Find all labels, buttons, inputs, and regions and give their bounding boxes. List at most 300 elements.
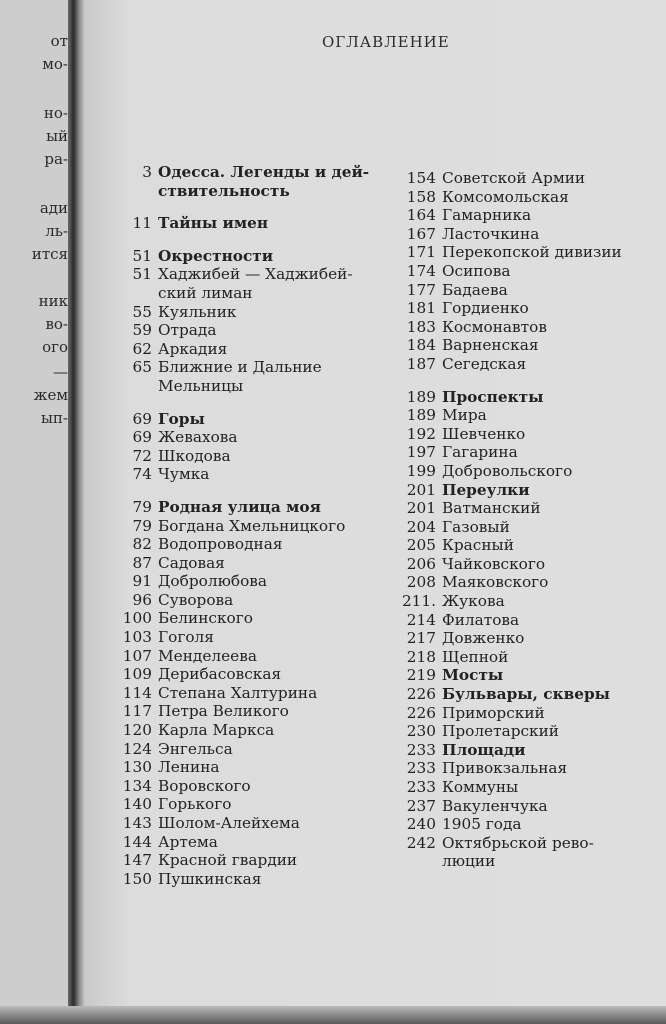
toc-entry-title-line: Менделеева	[158, 646, 257, 665]
toc-entry	[396, 611, 656, 630]
toc-entry-title	[442, 536, 656, 555]
toc-page-number: 181	[406, 299, 436, 318]
toc-entry-title-line: Садовая	[158, 553, 225, 572]
toc-entry	[396, 406, 656, 425]
toc-entry-title	[158, 447, 378, 466]
toc-entry-title-line: Аркадия	[158, 339, 228, 358]
toc-entry	[396, 243, 656, 262]
toc-entry-title-line: Гамарника	[442, 206, 532, 225]
toc-entry-title	[442, 388, 656, 407]
toc-entry	[396, 443, 656, 462]
toc-page-number: 233	[406, 759, 436, 778]
toc-entry-title-line: Артема	[158, 832, 218, 851]
toc-entry-title-line: Воровского	[158, 776, 251, 795]
toc-entry-title-line: Комсомольская	[442, 187, 569, 206]
left-page-text-fragment: жем	[33, 386, 68, 404]
toc-page-number: 197	[406, 443, 436, 462]
toc-entry	[396, 388, 656, 407]
toc-page-number: 117	[122, 702, 152, 721]
toc-entry-title-line: Советской Армии	[442, 169, 586, 187]
toc-entry-title	[442, 759, 656, 778]
toc-page-number: 72	[132, 446, 152, 465]
toc-page-number: 103	[122, 628, 152, 647]
toc-entry-title-line: Перекопской дивизии	[442, 243, 622, 262]
toc-column-right	[396, 169, 656, 871]
toc-entry-title-line: Жевахова	[158, 428, 238, 447]
toc-entry	[396, 318, 656, 337]
toc-entry-title-line: Щепной	[442, 647, 509, 666]
toc-page-number: 211.	[401, 592, 436, 611]
toc-entry-title-line: Варненская	[442, 336, 539, 355]
toc-entry-title-line: Площади	[442, 740, 526, 759]
toc-page-number: 189	[406, 406, 436, 425]
toc-entry-title-line: Чайковского	[442, 554, 546, 573]
toc-page-number: 124	[122, 739, 152, 758]
toc-page-number: 69	[132, 409, 152, 428]
toc-entry-title-line: Гордиенко	[442, 299, 529, 318]
toc-entry	[396, 336, 656, 355]
toc-entry	[396, 592, 656, 611]
toc-entry-title	[158, 428, 378, 447]
toc-entry	[108, 410, 378, 429]
left-page-text-fragment: от	[50, 32, 68, 50]
toc-page-number: 130	[122, 758, 152, 777]
toc-page-number: 230	[406, 722, 436, 741]
toc-page-number: 183	[406, 317, 436, 336]
left-page-text-fragment: ится	[31, 245, 68, 263]
toc-entry-title-line: ский лиман	[158, 283, 253, 302]
toc-page-number: 192	[406, 424, 436, 443]
left-page-text-fragment: ади	[39, 199, 68, 217]
toc-entry-title	[158, 572, 378, 591]
toc-entry-title-line: Белинского	[158, 609, 253, 628]
toc-entry-title	[158, 465, 378, 484]
toc-entry-title	[158, 740, 378, 759]
left-page-text-fragment: —	[53, 363, 68, 381]
toc-page-number: 204	[406, 517, 436, 536]
toc-entry-title-line: Жукова	[442, 592, 505, 611]
toc-entry-title-line: Шкодова	[158, 446, 231, 465]
toc-entry	[108, 321, 378, 340]
toc-entry-title	[442, 336, 656, 355]
toc-entry-title	[158, 684, 378, 703]
toc-page-number: 134	[122, 776, 152, 795]
toc-entry-title	[442, 299, 656, 318]
toc-entry	[108, 428, 378, 447]
toc-entry-title-line: Водопроводная	[158, 535, 283, 554]
toc-entry-title-line: Энгельса	[158, 739, 233, 758]
toc-entry	[108, 265, 378, 302]
toc-entry-title	[158, 609, 378, 628]
toc-entry-title	[158, 814, 378, 833]
toc-entry	[108, 758, 378, 777]
toc-column-left	[108, 163, 378, 888]
toc-entry	[396, 518, 656, 537]
toc-entry-title	[158, 163, 378, 200]
toc-entry-title-line: Одесса. Легенды и дей-	[158, 163, 370, 181]
toc-entry	[108, 795, 378, 814]
toc-entry-title	[158, 833, 378, 852]
toc-entry-title-line: Богдана Хмельницкого	[158, 516, 346, 535]
toc-entry	[108, 591, 378, 610]
toc-entry	[108, 665, 378, 684]
toc-entry-title	[442, 355, 656, 374]
toc-entry-title-line: Довженко	[442, 629, 525, 648]
toc-entry-title	[442, 243, 656, 262]
toc-entry	[396, 759, 656, 778]
toc-page-number: 55	[132, 302, 152, 321]
toc-entry	[108, 303, 378, 322]
toc-entry	[108, 702, 378, 721]
toc-entry-title	[442, 318, 656, 337]
toc-entry-title	[442, 188, 656, 207]
toc-entry-title-line: Октябрьской рево-	[442, 833, 594, 852]
toc-entry-title-line: Петра Великого	[158, 702, 289, 721]
toc-page-number: 82	[132, 535, 152, 554]
toc-entry-title	[158, 517, 378, 536]
toc-page-number: 154	[406, 169, 436, 187]
toc-page-number: 11	[132, 214, 152, 233]
toc-entry-title-line: Ласточкина	[442, 224, 540, 243]
toc-entry	[108, 247, 378, 266]
toc-entry-title	[442, 834, 656, 871]
toc-page-number: 144	[122, 832, 152, 851]
toc-entry	[396, 481, 656, 500]
toc-entry-title	[158, 795, 378, 814]
toc-entry-title-line: Суворова	[158, 590, 234, 609]
toc-entry-title-line: Сегедская	[442, 354, 527, 373]
toc-entry	[396, 536, 656, 555]
toc-entry-title	[158, 265, 378, 302]
toc-page-number: 158	[406, 187, 436, 206]
toc-entry	[396, 741, 656, 760]
toc-entry	[396, 648, 656, 667]
toc-page-number: 205	[406, 536, 436, 555]
toc-entry-title	[442, 815, 656, 834]
toc-entry-title-line: Бадаева	[442, 280, 508, 299]
toc-page-number: 140	[122, 795, 152, 814]
toc-entry	[396, 188, 656, 207]
toc-entry	[108, 214, 378, 233]
toc-page-number: 187	[406, 354, 436, 373]
toc-entry-title	[442, 778, 656, 797]
toc-entry	[396, 834, 656, 871]
toc-entry-title-line: Красной гвардии	[158, 851, 298, 870]
toc-entry-title-line: 1905 года	[442, 815, 522, 834]
toc-page-number: 3	[142, 163, 152, 181]
toc-page-number: 217	[406, 629, 436, 648]
toc-entry-title	[442, 518, 656, 537]
toc-entry-title-line: Газовый	[442, 517, 510, 536]
toc-entry-title-line: Пушкинская	[158, 869, 262, 888]
toc-entry	[108, 851, 378, 870]
toc-entry-title-line: ствительность	[158, 181, 290, 200]
toc-entry-title-line: Чумка	[158, 465, 210, 484]
toc-page-number: 65	[132, 358, 152, 377]
toc-entry-title	[158, 214, 378, 233]
toc-entry-title-line: Привокзальная	[442, 759, 568, 778]
toc-entry-title	[158, 721, 378, 740]
toc-entry	[108, 684, 378, 703]
toc-entry-title	[442, 499, 656, 518]
toc-page-number: 233	[406, 740, 436, 759]
toc-entry-title-line: Переулки	[442, 480, 530, 499]
toc-entry-title	[442, 722, 656, 741]
toc-entry	[108, 498, 378, 517]
toc-entry-title	[158, 410, 378, 429]
toc-entry	[108, 628, 378, 647]
toc-entry	[396, 262, 656, 281]
toc-entry	[108, 340, 378, 359]
left-page-text-fragment: ый	[46, 127, 68, 145]
toc-entry-title-line: Куяльник	[158, 302, 237, 321]
toc-entry-title	[442, 704, 656, 723]
toc-entry-title	[442, 462, 656, 481]
toc-page-number: 51	[132, 246, 152, 265]
toc-entry	[396, 169, 656, 188]
toc-entry-title-line: Хаджибей — Хаджибей-	[158, 265, 353, 284]
toc-entry-title-line: Пролетарский	[442, 722, 560, 741]
toc-entry-title	[158, 358, 378, 395]
toc-entry-title-line: Космонавтов	[442, 317, 547, 336]
toc-entry	[396, 299, 656, 318]
toc-entry	[396, 573, 656, 592]
toc-entry-title-line: Добровольского	[442, 461, 573, 480]
toc-entry	[396, 281, 656, 300]
toc-entry-title-line: Отрада	[158, 321, 217, 340]
toc-page-number: 109	[122, 665, 152, 684]
toc-page-number: 218	[406, 647, 436, 666]
toc-entry-title-line: Маяковского	[442, 573, 549, 592]
toc-entry-title-line: Дерибасовская	[158, 665, 282, 684]
toc-entry	[108, 647, 378, 666]
toc-entry-title-line: Карла Маркса	[158, 721, 275, 740]
toc-page-number: 174	[406, 261, 436, 280]
toc-entry-title-line: люции	[442, 852, 496, 871]
toc-entry-title	[442, 555, 656, 574]
toc-entry-title	[442, 225, 656, 244]
toc-entry-title-line: Горького	[158, 795, 232, 814]
toc-entry-title-line: Родная улица моя	[158, 497, 321, 516]
toc-entry-title	[158, 247, 378, 266]
toc-entry-title-line: Осипова	[442, 261, 511, 280]
toc-entry	[396, 815, 656, 834]
toc-entry-title	[158, 777, 378, 796]
toc-entry	[108, 609, 378, 628]
toc-entry-title	[158, 758, 378, 777]
page-bottom-shadow	[0, 1006, 666, 1024]
toc-entry-title-line: Шолом-Алейхема	[158, 814, 300, 832]
toc-entry-title	[158, 851, 378, 870]
toc-entry-title-line: Проспекты	[442, 387, 544, 406]
toc-entry-title-line: Красный	[442, 536, 514, 555]
toc-entry-title	[158, 665, 378, 684]
toc-entry	[396, 704, 656, 723]
toc-entry-title-line: Бульвары, скверы	[442, 685, 611, 704]
toc-page-number: 201	[406, 499, 436, 518]
toc-page-number: 87	[132, 553, 152, 572]
left-page-text-fragment: ник	[38, 292, 68, 310]
toc-entry-title	[442, 685, 656, 704]
toc-page-number: 79	[132, 516, 152, 535]
toc-entry-title	[158, 554, 378, 573]
toc-entry	[108, 814, 378, 833]
toc-page-number: 177	[406, 280, 436, 299]
toc-entry-title-line: Ближние и Дальние	[158, 358, 322, 377]
left-page-text-fragment: ра-	[44, 150, 68, 168]
toc-page-number: 147	[122, 851, 152, 870]
toc-page-number: 219	[406, 666, 436, 685]
toc-page-number: 206	[406, 554, 436, 573]
toc-page-number: 184	[406, 336, 436, 355]
toc-entry	[108, 517, 378, 536]
toc-entry	[396, 666, 656, 685]
toc-page-number: 96	[132, 590, 152, 609]
toc-entry-title	[442, 797, 656, 816]
toc-entry-title	[442, 648, 656, 667]
toc-entry	[108, 358, 378, 395]
toc-page-number: 150	[122, 869, 152, 888]
toc-page-number: 164	[406, 206, 436, 225]
toc-page-number: 208	[406, 573, 436, 592]
toc-entry-title-line: Гоголя	[158, 628, 214, 647]
toc-page-number: 69	[132, 428, 152, 447]
toc-entry-title-line: Гагарина	[442, 443, 518, 462]
toc-entry-title	[442, 481, 656, 500]
left-page-text-fragment: но-	[43, 104, 68, 122]
book-gutter	[68, 0, 84, 1024]
toc-entry-title	[442, 262, 656, 281]
toc-entry	[108, 721, 378, 740]
toc-page-number: 167	[406, 224, 436, 243]
toc-entry	[108, 572, 378, 591]
toc-entry	[396, 685, 656, 704]
toc-entry-title	[442, 443, 656, 462]
toc-entry-title-line: Ватманский	[442, 499, 541, 518]
toc-page-number: 189	[406, 387, 436, 406]
toc-entry-title	[158, 702, 378, 721]
toc-page-number: 199	[406, 461, 436, 480]
left-page-text-fragment: ып-	[40, 409, 68, 427]
toc-page-number: 143	[122, 814, 152, 832]
left-page-text-fragment: мо-	[42, 55, 68, 73]
toc-entry-title-line: Приморский	[442, 703, 545, 722]
toc-entry	[396, 425, 656, 444]
toc-entry-title-line: Окрестности	[158, 246, 274, 265]
toc-entry-title	[158, 647, 378, 666]
toc-page-number: 107	[122, 646, 152, 665]
toc-entry	[396, 206, 656, 225]
toc-entry	[396, 629, 656, 648]
toc-entry	[108, 163, 378, 200]
toc-page-number: 114	[122, 683, 152, 702]
toc-entry	[396, 355, 656, 374]
toc-page-number: 79	[132, 497, 152, 516]
toc-entry-title-line: Вакуленчука	[442, 796, 548, 815]
toc-page-number: 120	[122, 721, 152, 740]
toc-entry-title	[158, 303, 378, 322]
toc-entry-title	[442, 281, 656, 300]
toc-page-number: 62	[132, 339, 152, 358]
toc-entry	[396, 797, 656, 816]
toc-entry-title	[442, 573, 656, 592]
toc-page-number: 91	[132, 572, 152, 591]
toc-entry-title-line: Горы	[158, 409, 205, 428]
toc-page-number: 226	[406, 685, 436, 704]
toc-entry-title-line: Добролюбова	[158, 572, 268, 591]
toc-entry	[396, 722, 656, 741]
toc-entry-title	[158, 340, 378, 359]
toc-entry-title	[158, 870, 378, 889]
toc-entry-title-line: Тайны имен	[158, 214, 269, 233]
toc-entry	[396, 225, 656, 244]
toc-entry-title	[442, 206, 656, 225]
toc-entry-title	[442, 629, 656, 648]
toc-entry-title	[158, 535, 378, 554]
toc-entry	[108, 535, 378, 554]
toc-entry-title	[442, 611, 656, 630]
toc-entry-title	[442, 425, 656, 444]
toc-entry-title	[158, 498, 378, 517]
toc-entry	[108, 465, 378, 484]
toc-page-number: 240	[406, 815, 436, 834]
toc-entry	[396, 462, 656, 481]
toc-entry	[108, 870, 378, 889]
toc-page-number: 226	[406, 703, 436, 722]
left-page-edge	[0, 0, 72, 1024]
toc-entry-title	[442, 592, 656, 611]
toc-entry	[396, 778, 656, 797]
toc-entry-title	[158, 628, 378, 647]
toc-entry-title-line: Мира	[442, 406, 487, 425]
toc-page-number: 214	[406, 610, 436, 629]
page-title: ОГЛАВЛЕНИЕ	[322, 33, 450, 51]
toc-entry-title	[158, 591, 378, 610]
toc-page-number: 171	[406, 243, 436, 262]
toc-entry-title-line: Коммуны	[442, 778, 519, 796]
toc-entry-title-line: Филатова	[442, 610, 520, 629]
toc-page-number: 74	[132, 465, 152, 484]
left-page-text-fragment: ого	[42, 338, 68, 356]
toc-page-number: 237	[406, 796, 436, 815]
toc-entry-title	[442, 666, 656, 685]
toc-entry-title-line: Степана Халтурина	[158, 683, 318, 702]
toc-entry	[108, 833, 378, 852]
toc-entry	[108, 554, 378, 573]
toc-entry	[108, 740, 378, 759]
toc-page-number: 233	[406, 778, 436, 796]
toc-entry-title-line: Мельницы	[158, 376, 244, 395]
toc-entry-title	[442, 406, 656, 425]
toc-entry-title-line: Шевченко	[442, 424, 526, 443]
toc-page-number: 100	[122, 609, 152, 628]
toc-entry-title-line: Мосты	[442, 666, 504, 685]
toc-page-number: 201	[406, 480, 436, 499]
toc-entry-title	[442, 169, 656, 188]
toc-entry-title	[442, 741, 656, 760]
toc-entry	[108, 447, 378, 466]
left-page-text-fragment: ль-	[45, 222, 68, 240]
toc-page-number: 51	[132, 265, 152, 284]
toc-page-number: 59	[132, 321, 152, 340]
toc-entry	[396, 499, 656, 518]
toc-entry-title	[158, 321, 378, 340]
toc-entry-title-line: Ленина	[158, 758, 220, 777]
toc-entry	[108, 777, 378, 796]
toc-page-number: 242	[406, 833, 436, 852]
left-page-text-fragment: во-	[45, 315, 68, 333]
toc-entry	[396, 555, 656, 574]
